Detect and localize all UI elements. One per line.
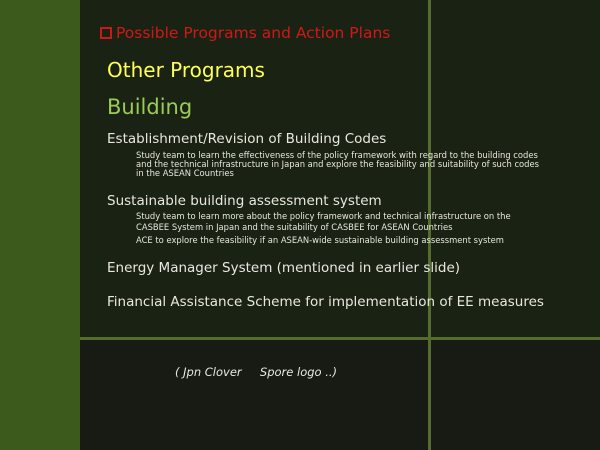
section-title: Building <box>107 95 193 119</box>
item-financial-assistance: Financial Assistance Scheme for implementation of EE measures <box>107 294 544 310</box>
footer-panel <box>80 340 600 450</box>
item-building-codes-detail: in the ASEAN Countries <box>136 168 234 178</box>
slide-heading-text: Possible Programs and Action Plans <box>116 24 391 42</box>
square-bullet-icon <box>100 27 112 39</box>
item-assessment-system: Sustainable building assessment system <box>107 193 382 209</box>
item-building-codes: Establishment/Revision of Building Codes <box>107 131 387 147</box>
horizontal-divider <box>80 337 600 340</box>
item-energy-manager: Energy Manager System (mentioned in earlier slide) <box>107 260 461 276</box>
item-assessment-system-detail: ACE to explore the feasibility if an ASEAN-wide sustainable building assessment system <box>136 235 504 245</box>
slide-heading <box>100 24 390 42</box>
item-building-codes-detail: Study team to learn the effectiveness of the policy framework with regard to the building codes <box>136 150 538 160</box>
logos-placeholder-note: ( Jpn Clover Spore logo ..) <box>175 365 338 379</box>
item-building-codes-detail: and the technical infrastructure in Japan and explore the feasibility and suitability of such codes <box>136 159 540 169</box>
slide-subtitle: Other Programs <box>107 58 265 82</box>
item-assessment-system-detail: Study team to learn more about the policy framework and technical infrastructure on the <box>136 211 511 221</box>
left-color-band <box>0 0 80 450</box>
item-assessment-system-detail: CASBEE System in Japan and the suitability of CASBEE for ASEAN Countries <box>136 222 453 232</box>
